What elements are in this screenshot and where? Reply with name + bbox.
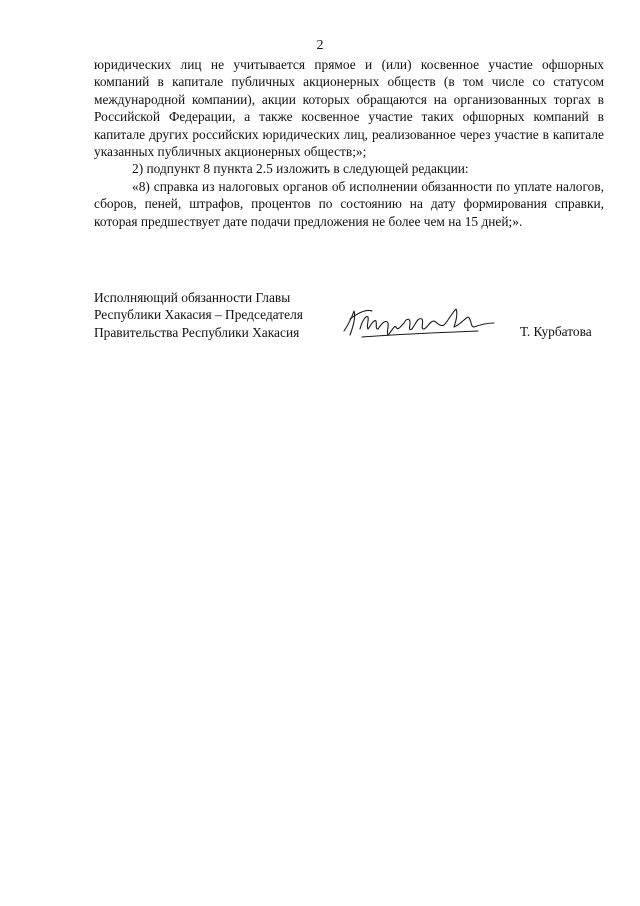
signatory-name: Т. Курбатова [520,324,592,339]
document-body [94,56,604,230]
signatory-title-line: Правительства Республики Хакасия [94,324,300,340]
paragraph-subitem-2: 2) подпункт 8 пункта 2.5 изложить в следующей редакции: [132,161,469,177]
page-number: 2 [316,38,324,53]
handwritten-signature [338,297,500,343]
signatory-title-line: Исполняющий обязанности Главы [94,290,291,305]
paragraph-quoted-item-8: «8) справка из налоговых органов об исполнении обязанности по уплате налогов, сборов, пеней, штрафов, процентов по состоянию на дату формирования справки, которая предшествует дате подачи предложения не более чем на 15 дней;». [94,178,604,229]
paragraph-continuation: юридических лиц не учитывается прямое и (или) косвенное участие офшорных компаний в капитале публичных акционерных обществ (в том числе со статусом международной компании), акции которых обращаются на организованных торгах в Российской Федерации, а также косвенное участие таких офшорных компаний в капитале других российских юридических лиц, реализованное через участие в капитале указанных публичных акционерных обществ;»; [94,57,604,160]
signatory-title-line: Республики Хакасия – Председателя [94,307,303,323]
signature-block [94,289,614,349]
